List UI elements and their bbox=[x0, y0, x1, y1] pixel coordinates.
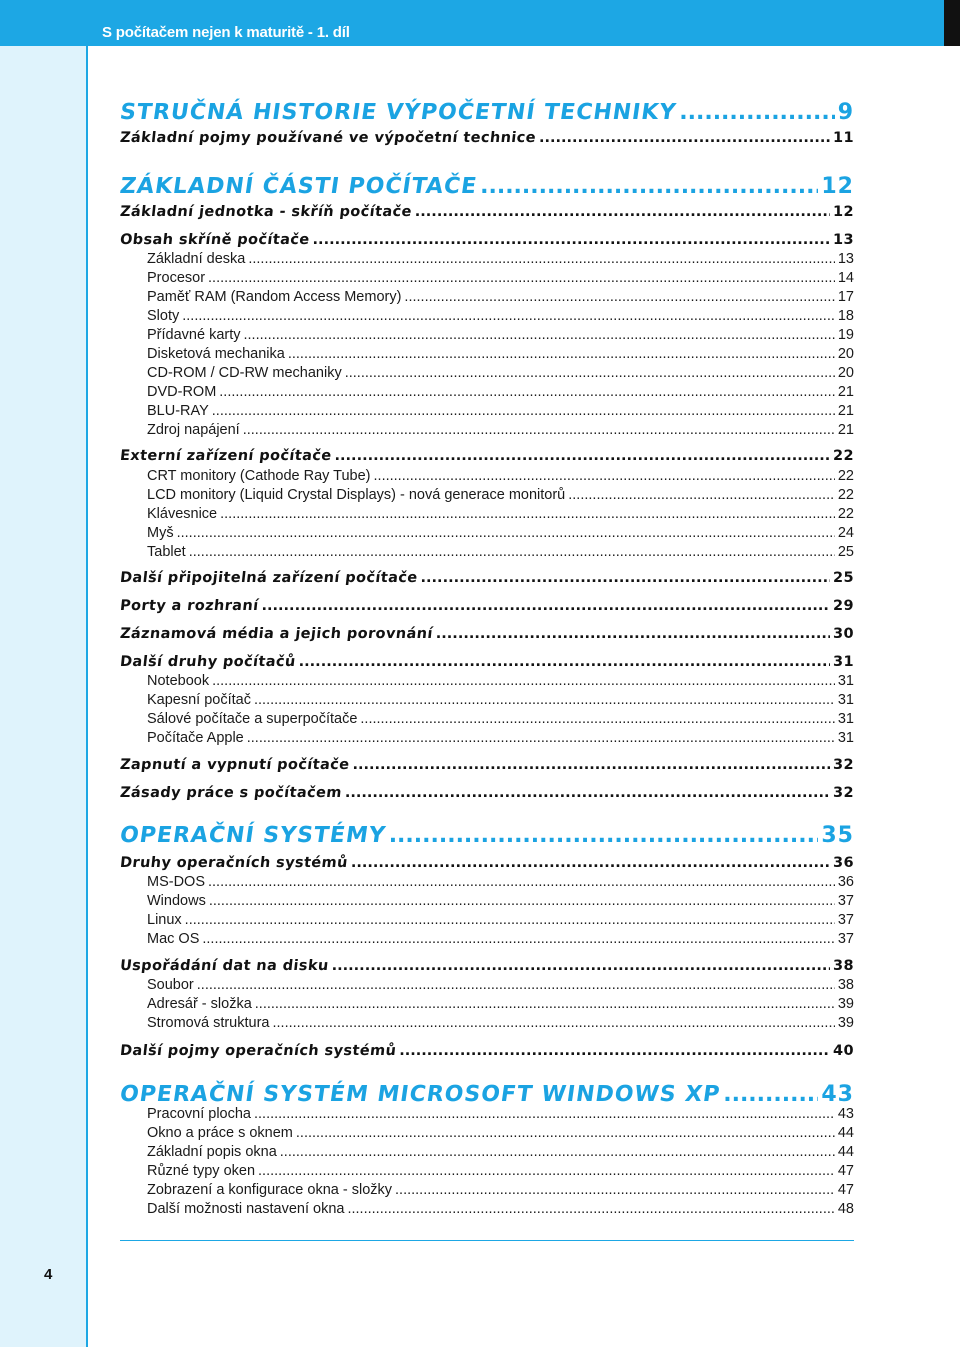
dot-leader bbox=[347, 1201, 834, 1217]
toc-entry-page: 44 bbox=[837, 1144, 854, 1160]
toc-entry-title: DVD-ROM bbox=[147, 384, 217, 400]
dot-leader bbox=[273, 1015, 835, 1031]
dot-leader bbox=[254, 1106, 835, 1122]
dot-leader bbox=[480, 174, 818, 199]
toc-subsection bbox=[147, 384, 854, 400]
toc-entry-page: 43 bbox=[837, 1106, 854, 1122]
toc-subsection bbox=[147, 365, 854, 381]
toc-entry-title: BLU-RAY bbox=[147, 403, 209, 419]
toc-subsection bbox=[147, 1125, 854, 1141]
toc-section bbox=[120, 598, 854, 614]
toc-subsection bbox=[147, 468, 854, 484]
dot-leader bbox=[248, 251, 835, 267]
toc-entry-page: 11 bbox=[833, 130, 854, 146]
toc-subsection bbox=[147, 673, 854, 689]
toc-entry-page: 25 bbox=[837, 544, 854, 560]
dot-leader bbox=[197, 977, 835, 993]
toc-entry-title: Adresář - složka bbox=[147, 996, 252, 1012]
toc-subsection bbox=[147, 308, 854, 324]
toc-entry-title: MS-DOS bbox=[147, 874, 205, 890]
toc-entry-page: 30 bbox=[833, 626, 854, 642]
dot-leader bbox=[212, 403, 835, 419]
toc-entry-page: 31 bbox=[837, 730, 854, 746]
bottom-divider bbox=[120, 1240, 854, 1241]
toc-entry-page: 37 bbox=[837, 912, 854, 928]
toc-entry-page: 9 bbox=[837, 100, 854, 125]
dot-leader bbox=[182, 308, 835, 324]
toc-subsection bbox=[147, 977, 854, 993]
dot-leader bbox=[351, 855, 830, 871]
toc-entry-title: Zdroj napájení bbox=[147, 422, 240, 438]
toc-section bbox=[120, 1043, 854, 1059]
toc-section bbox=[120, 130, 854, 146]
toc-subsection bbox=[147, 692, 854, 708]
toc-entry-page: 29 bbox=[833, 598, 854, 614]
toc-subsection bbox=[147, 711, 854, 727]
toc-entry-page: 32 bbox=[833, 785, 854, 801]
toc-entry-title: Pracovní plocha bbox=[147, 1106, 251, 1122]
toc-section bbox=[120, 785, 854, 801]
toc-entry-page: 35 bbox=[821, 823, 854, 848]
toc-entry-page: 43 bbox=[821, 1082, 854, 1107]
toc-entry-page: 44 bbox=[837, 1125, 854, 1141]
toc-section bbox=[120, 958, 854, 974]
dot-leader bbox=[247, 730, 835, 746]
toc-entry-title: Stromová struktura bbox=[147, 1015, 270, 1031]
toc-entry-page: 13 bbox=[833, 232, 854, 248]
toc-entry-title: Procesor bbox=[147, 270, 206, 286]
dot-leader bbox=[360, 711, 834, 727]
dot-leader bbox=[296, 1125, 835, 1141]
toc-section bbox=[120, 654, 854, 670]
toc-entry-page: 39 bbox=[837, 1015, 854, 1031]
toc-subsection bbox=[147, 1106, 854, 1122]
toc-chapter bbox=[120, 1082, 854, 1107]
toc-section bbox=[120, 232, 854, 248]
dot-leader bbox=[568, 487, 835, 503]
toc-subsection bbox=[147, 289, 854, 305]
toc-entry-title: CRT monitory (Cathode Ray Tube) bbox=[147, 468, 371, 484]
toc-entry-title: Myš bbox=[147, 525, 174, 541]
dot-leader bbox=[189, 544, 835, 560]
toc-chapter bbox=[120, 823, 854, 848]
toc-entry-page: 22 bbox=[837, 468, 854, 484]
toc-entry-title: Uspořádání dat na disku bbox=[119, 958, 330, 974]
toc-entry-title: OPERAČNÍ SYSTÉMY bbox=[118, 823, 388, 848]
toc-entry-page: 22 bbox=[833, 448, 854, 464]
dot-leader bbox=[212, 673, 835, 689]
dot-leader bbox=[208, 874, 835, 890]
toc-entry-title: Další druhy počítačů bbox=[119, 654, 297, 670]
dot-leader bbox=[404, 289, 834, 305]
toc-entry-page: 21 bbox=[837, 422, 854, 438]
toc-entry-title: Další možnosti nastavení okna bbox=[147, 1201, 345, 1217]
toc-entry-page: 47 bbox=[837, 1182, 854, 1198]
toc-entry-page: 40 bbox=[833, 1043, 854, 1059]
toc-entry-title: Záznamová média a jejich porovnání bbox=[119, 626, 434, 642]
dot-leader bbox=[209, 893, 835, 909]
toc-entry-title: Okno a práce s oknem bbox=[147, 1125, 293, 1141]
toc-entry-page: 19 bbox=[837, 327, 854, 343]
toc-chapter bbox=[120, 174, 854, 199]
toc-section bbox=[120, 570, 854, 586]
toc-entry-title: Klávesnice bbox=[147, 506, 218, 522]
dot-leader bbox=[185, 912, 835, 928]
dot-leader bbox=[415, 204, 830, 220]
toc-entry-page: 12 bbox=[821, 174, 854, 199]
toc-entry-page: 22 bbox=[837, 487, 854, 503]
toc-subsection bbox=[147, 346, 854, 362]
toc-entry-title: OPERAČNÍ SYSTÉM MICROSOFT WINDOWS XP bbox=[118, 1082, 722, 1107]
toc-entry-page: 21 bbox=[837, 384, 854, 400]
toc-section bbox=[120, 448, 854, 464]
toc-subsection bbox=[147, 544, 854, 560]
toc-entry-page: 37 bbox=[837, 931, 854, 947]
toc-entry-title: ZÁKLADNÍ ČÁSTI POČÍTAČE bbox=[118, 174, 479, 199]
dot-leader bbox=[255, 996, 835, 1012]
toc-entry-title: Windows bbox=[147, 893, 206, 909]
toc-entry-page: 37 bbox=[837, 893, 854, 909]
dot-leader bbox=[399, 1043, 830, 1059]
dot-leader bbox=[332, 958, 830, 974]
toc-subsection bbox=[147, 893, 854, 909]
toc-entry-title: Sloty bbox=[147, 308, 180, 324]
toc-entry-title: Základní popis okna bbox=[147, 1144, 277, 1160]
toc-entry-page: 36 bbox=[837, 874, 854, 890]
dot-leader bbox=[335, 448, 830, 464]
toc-subsection bbox=[147, 422, 854, 438]
dot-leader bbox=[177, 525, 835, 541]
toc-subsection bbox=[147, 1144, 854, 1160]
toc-subsection bbox=[147, 251, 854, 267]
dot-leader bbox=[395, 1182, 835, 1198]
toc-entry-page: 12 bbox=[833, 204, 854, 220]
toc-entry-title: Další připojitelná zařízení počítače bbox=[119, 570, 419, 586]
toc-subsection bbox=[147, 1163, 854, 1179]
dot-leader bbox=[208, 270, 835, 286]
toc-entry-page: 22 bbox=[837, 506, 854, 522]
dot-leader bbox=[244, 327, 835, 343]
toc-entry-title: CD-ROM / CD-RW mechaniky bbox=[147, 365, 342, 381]
toc-entry-page: 25 bbox=[833, 570, 854, 586]
toc-entry-title: Porty a rozhraní bbox=[119, 598, 260, 614]
toc-subsection bbox=[147, 1201, 854, 1217]
dot-leader bbox=[421, 570, 830, 586]
toc-entry-page: 13 bbox=[837, 251, 854, 267]
toc-entry-page: 32 bbox=[833, 757, 854, 773]
toc-entry-page: 18 bbox=[837, 308, 854, 324]
dot-leader bbox=[288, 346, 835, 362]
toc-entry-page: 39 bbox=[837, 996, 854, 1012]
dot-leader bbox=[254, 692, 835, 708]
dot-leader bbox=[436, 626, 830, 642]
toc-subsection bbox=[147, 525, 854, 541]
left-margin-band bbox=[0, 46, 88, 1347]
toc-entry-page: 14 bbox=[837, 270, 854, 286]
toc-entry-title: Paměť RAM (Random Access Memory) bbox=[147, 289, 402, 305]
toc-entry-page: 48 bbox=[837, 1201, 854, 1217]
toc-entry-page: 36 bbox=[833, 855, 854, 871]
dot-leader bbox=[202, 931, 834, 947]
toc-subsection bbox=[147, 487, 854, 503]
toc-entry-title: Zobrazení a konfigurace okna - složky bbox=[147, 1182, 393, 1198]
toc-entry-page: 20 bbox=[837, 365, 854, 381]
toc-entry-title: LCD monitory (Liquid Crystal Displays) - nová generace monitorů bbox=[147, 487, 566, 503]
toc-subsection bbox=[147, 1015, 854, 1031]
toc-entry-title: Tablet bbox=[147, 544, 186, 560]
toc-chapter bbox=[120, 100, 854, 125]
toc-entry-title: Základní jednotka - skříň počítače bbox=[119, 204, 413, 220]
toc-entry-title: Zásady práce s počítačem bbox=[119, 785, 343, 801]
dot-leader bbox=[299, 654, 830, 670]
toc-entry-title: Obsah skříně počítače bbox=[119, 232, 311, 248]
toc-subsection bbox=[147, 874, 854, 890]
toc-entry-title: Počítače Apple bbox=[147, 730, 244, 746]
dot-leader bbox=[345, 365, 835, 381]
toc-entry-title: Kapesní počítač bbox=[147, 692, 251, 708]
running-header-title: S počítačem nejen k maturitě - 1. díl bbox=[102, 24, 350, 41]
toc-entry-title: Základní deska bbox=[147, 251, 246, 267]
toc-subsection bbox=[147, 1182, 854, 1198]
toc-entry-title: Soubor bbox=[147, 977, 194, 993]
dot-leader bbox=[262, 598, 831, 614]
dot-leader bbox=[345, 785, 830, 801]
toc-subsection bbox=[147, 270, 854, 286]
toc-entry-title: Mac OS bbox=[147, 931, 200, 947]
toc-entry-title: Druhy operačních systémů bbox=[119, 855, 349, 871]
dot-leader bbox=[280, 1144, 835, 1160]
toc-section bbox=[120, 757, 854, 773]
toc-entry-page: 47 bbox=[837, 1163, 854, 1179]
page-number: 4 bbox=[44, 1266, 53, 1283]
toc-entry-title: Sálové počítače a superpočítače bbox=[147, 711, 358, 727]
toc-entry-page: 31 bbox=[837, 711, 854, 727]
dot-leader bbox=[352, 757, 830, 773]
toc-entry-page: 17 bbox=[837, 289, 854, 305]
toc-subsection bbox=[147, 327, 854, 343]
toc-entry-title: Externí zařízení počítače bbox=[119, 448, 333, 464]
toc-entry-title: Disketová mechanika bbox=[147, 346, 285, 362]
toc-entry-page: 24 bbox=[837, 525, 854, 541]
header-corner-block bbox=[944, 0, 960, 46]
dot-leader bbox=[258, 1163, 835, 1179]
toc-entry-page: 31 bbox=[837, 692, 854, 708]
toc-subsection bbox=[147, 931, 854, 947]
toc-entry-title: Zapnutí a vypnutí počítače bbox=[119, 757, 351, 773]
dot-leader bbox=[539, 130, 830, 146]
toc-subsection bbox=[147, 730, 854, 746]
toc-entry-title: Základní pojmy používané ve výpočetní technice bbox=[119, 130, 537, 146]
toc-entry-page: 31 bbox=[837, 673, 854, 689]
toc-section bbox=[120, 855, 854, 871]
toc-entry-page: 38 bbox=[837, 977, 854, 993]
toc-entry-title: Přídavné karty bbox=[147, 327, 241, 343]
toc-entry-page: 31 bbox=[833, 654, 854, 670]
toc-entry-page: 20 bbox=[837, 346, 854, 362]
dot-leader bbox=[219, 384, 835, 400]
dot-leader bbox=[723, 1082, 818, 1107]
toc-entry-title: Další pojmy operačních systémů bbox=[119, 1043, 398, 1059]
toc-entry-title: Notebook bbox=[147, 673, 210, 689]
toc-section bbox=[120, 204, 854, 220]
dot-leader bbox=[220, 506, 835, 522]
dot-leader bbox=[374, 468, 835, 484]
toc-entry-title: Různé typy oken bbox=[147, 1163, 256, 1179]
toc-entry-page: 21 bbox=[837, 403, 854, 419]
toc-subsection bbox=[147, 506, 854, 522]
toc-section bbox=[120, 626, 854, 642]
dot-leader bbox=[679, 100, 834, 125]
dot-leader bbox=[243, 422, 835, 438]
dot-leader bbox=[389, 823, 819, 848]
toc-subsection bbox=[147, 912, 854, 928]
toc-entry-title: STRUČNÁ HISTORIE VÝPOČETNÍ TECHNIKY bbox=[118, 100, 679, 125]
dot-leader bbox=[313, 232, 830, 248]
toc-entry-page: 38 bbox=[833, 958, 854, 974]
toc-entry-title: Linux bbox=[147, 912, 182, 928]
toc-subsection bbox=[147, 996, 854, 1012]
toc-subsection bbox=[147, 403, 854, 419]
